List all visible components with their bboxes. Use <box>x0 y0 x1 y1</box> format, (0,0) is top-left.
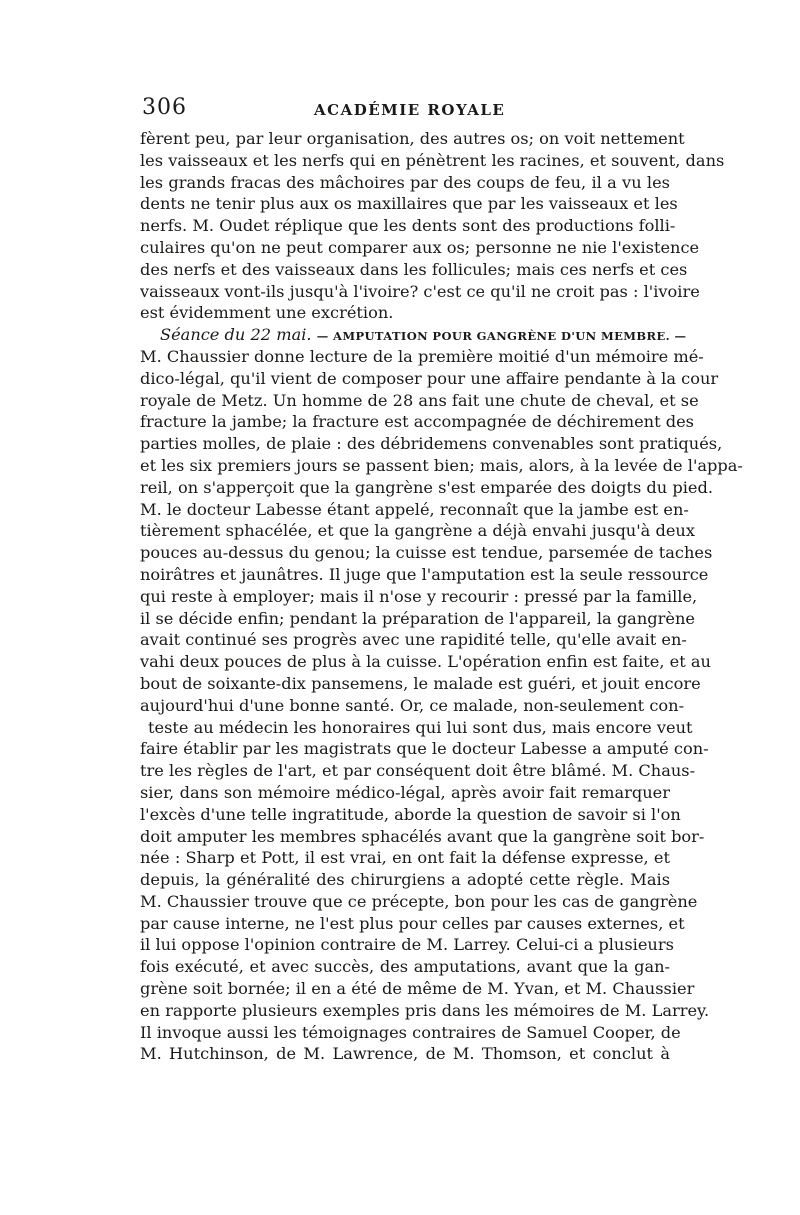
page-number: 306 <box>142 95 187 120</box>
text-line: est évidemment une excrétion. <box>140 303 394 323</box>
text-line: dents ne tenir plus aux os maxillaires que par les vaisseaux et les <box>140 194 678 214</box>
text-line: par cause interne, ne l'est plus pour celles par causes externes, et <box>140 913 685 933</box>
session-heading-line <box>140 324 687 346</box>
text-line: fois exécuté, et avec succès, des amputations, avant que la gan- <box>140 957 670 977</box>
text-line: culaires qu'on ne peut comparer aux os; personne ne nie l'existence <box>140 237 700 257</box>
session-heading: — AMPUTATION POUR GANGRÈNE D'UN MEMBRE. — <box>316 329 687 344</box>
running-title: ACADÉMIE ROYALE <box>314 101 506 119</box>
text-line: fèrent peu, par leur organisation, des autres os; on voit nettement <box>140 129 685 148</box>
text-line: grène soit bornée; il en a été de même de M. Yvan, et M. Chaussier <box>140 979 695 999</box>
text-line: doit amputer les membres sphacélés avant que la gangrène soit bor- <box>140 826 705 846</box>
text-line: sier, dans son mémoire médico-légal, après avoir fait remarquer <box>140 782 670 802</box>
text-line: née : Sharp et Pott, il est vrai, en ont fait la défense expresse, et <box>140 848 670 868</box>
text-line: l'excès d'une telle ingratitude, aborde la question de savoir si l'on <box>140 804 681 824</box>
text-line: parties molles, de plaie : des débridemens convenables sont pratiqués, <box>140 434 723 454</box>
text-line: nerfs. M. Oudet réplique que les dents sont des productions folli- <box>140 216 676 236</box>
text-line: et les six premiers jours se passent bien; mais, alors, à la levée de l'appa- <box>140 455 743 475</box>
text-line: Il invoque aussi les témoignages contraires de Samuel Cooper, de <box>140 1022 681 1042</box>
text-line: vaisseaux vont-ils jusqu'à l'ivoire? c'est ce qu'il ne croit pas : l'ivoire <box>140 281 700 301</box>
text-line: pouces au-dessus du genou; la cuisse est tendue, parsemée de taches <box>140 543 713 563</box>
text-line: il lui oppose l'opinion contraire de M. Larrey. Celui-ci a plusieurs <box>140 935 674 955</box>
session-date: Séance du 22 mai. <box>160 325 312 345</box>
text-line: M. Chaussier donne lecture de la première moitié d'un mémoire mé- <box>140 346 704 366</box>
text-line: vahi deux pouces de plus à la cuisse. L'opération enfin est faite, et au <box>140 652 711 672</box>
text-line: teste au médecin les honoraires qui lui sont dus, mais encore veut <box>148 717 693 737</box>
text-line: en rapporte plusieurs exemples pris dans les mémoires de M. Larrey. <box>140 1000 710 1020</box>
page-header <box>142 95 667 123</box>
text-line: royale de Metz. Un homme de 28 ans fait une chute de cheval, et se <box>140 390 699 410</box>
text-line: des nerfs et des vaisseaux dans les follicules; mais ces nerfs et ces <box>140 259 688 279</box>
text-line: les vaisseaux et les nerfs qui en pénètrent les racines, et souvent, dans <box>140 150 725 170</box>
body-text <box>140 128 743 1065</box>
text-line: bout de soixante-dix pansemens, le malade est guéri, et jouit encore <box>140 673 701 693</box>
text-line: dico-légal, qu'il vient de composer pour une affaire pendante à la cour <box>140 368 719 388</box>
text-line: noirâtres et jaunâtres. Il juge que l'amputation est la seule ressource <box>140 564 709 584</box>
text-line: depuis, la généralité des chirurgiens a adopté cette règle. Mais <box>140 870 670 890</box>
text-line: fracture la jambe; la fracture est accompagnée de déchirement des <box>140 412 694 432</box>
text-line: avait continué ses progrès avec une rapidité telle, qu'elle avait en- <box>140 630 687 650</box>
text-line: M. le docteur Labesse étant appelé, reconnaît que la jambe est en- <box>140 499 689 519</box>
text-line: qui reste à employer; mais il n'ose y recourir : pressé par la famille, <box>140 586 698 606</box>
text-line: tre les règles de l'art, et par conséquent doit être blâmé. M. Chaus- <box>140 761 696 781</box>
text-line: faire établir par les magistrats que le docteur Labesse a amputé con- <box>140 739 709 759</box>
text-line: M. Hutchinson, de M. Lawrence, de M. Thomson, et conclut à <box>140 1044 670 1064</box>
text-line: aujourd'hui d'une bonne santé. Or, ce malade, non-seulement con- <box>140 695 685 715</box>
text-line: tièrement sphacélée, et que la gangrène a déjà envahi jusqu'à deux <box>140 521 695 541</box>
text-line: reil, on s'apperçoit que la gangrène s'est emparée des doigts du pied. <box>140 477 713 497</box>
text-line: il se décide enfin; pendant la préparation de l'appareil, la gangrène <box>140 608 695 628</box>
text-line: M. Chaussier trouve que ce précepte, bon pour les cas de gangrène <box>140 891 698 911</box>
text-line: les grands fracas des mâchoires par des coups de feu, il a vu les <box>140 172 670 192</box>
